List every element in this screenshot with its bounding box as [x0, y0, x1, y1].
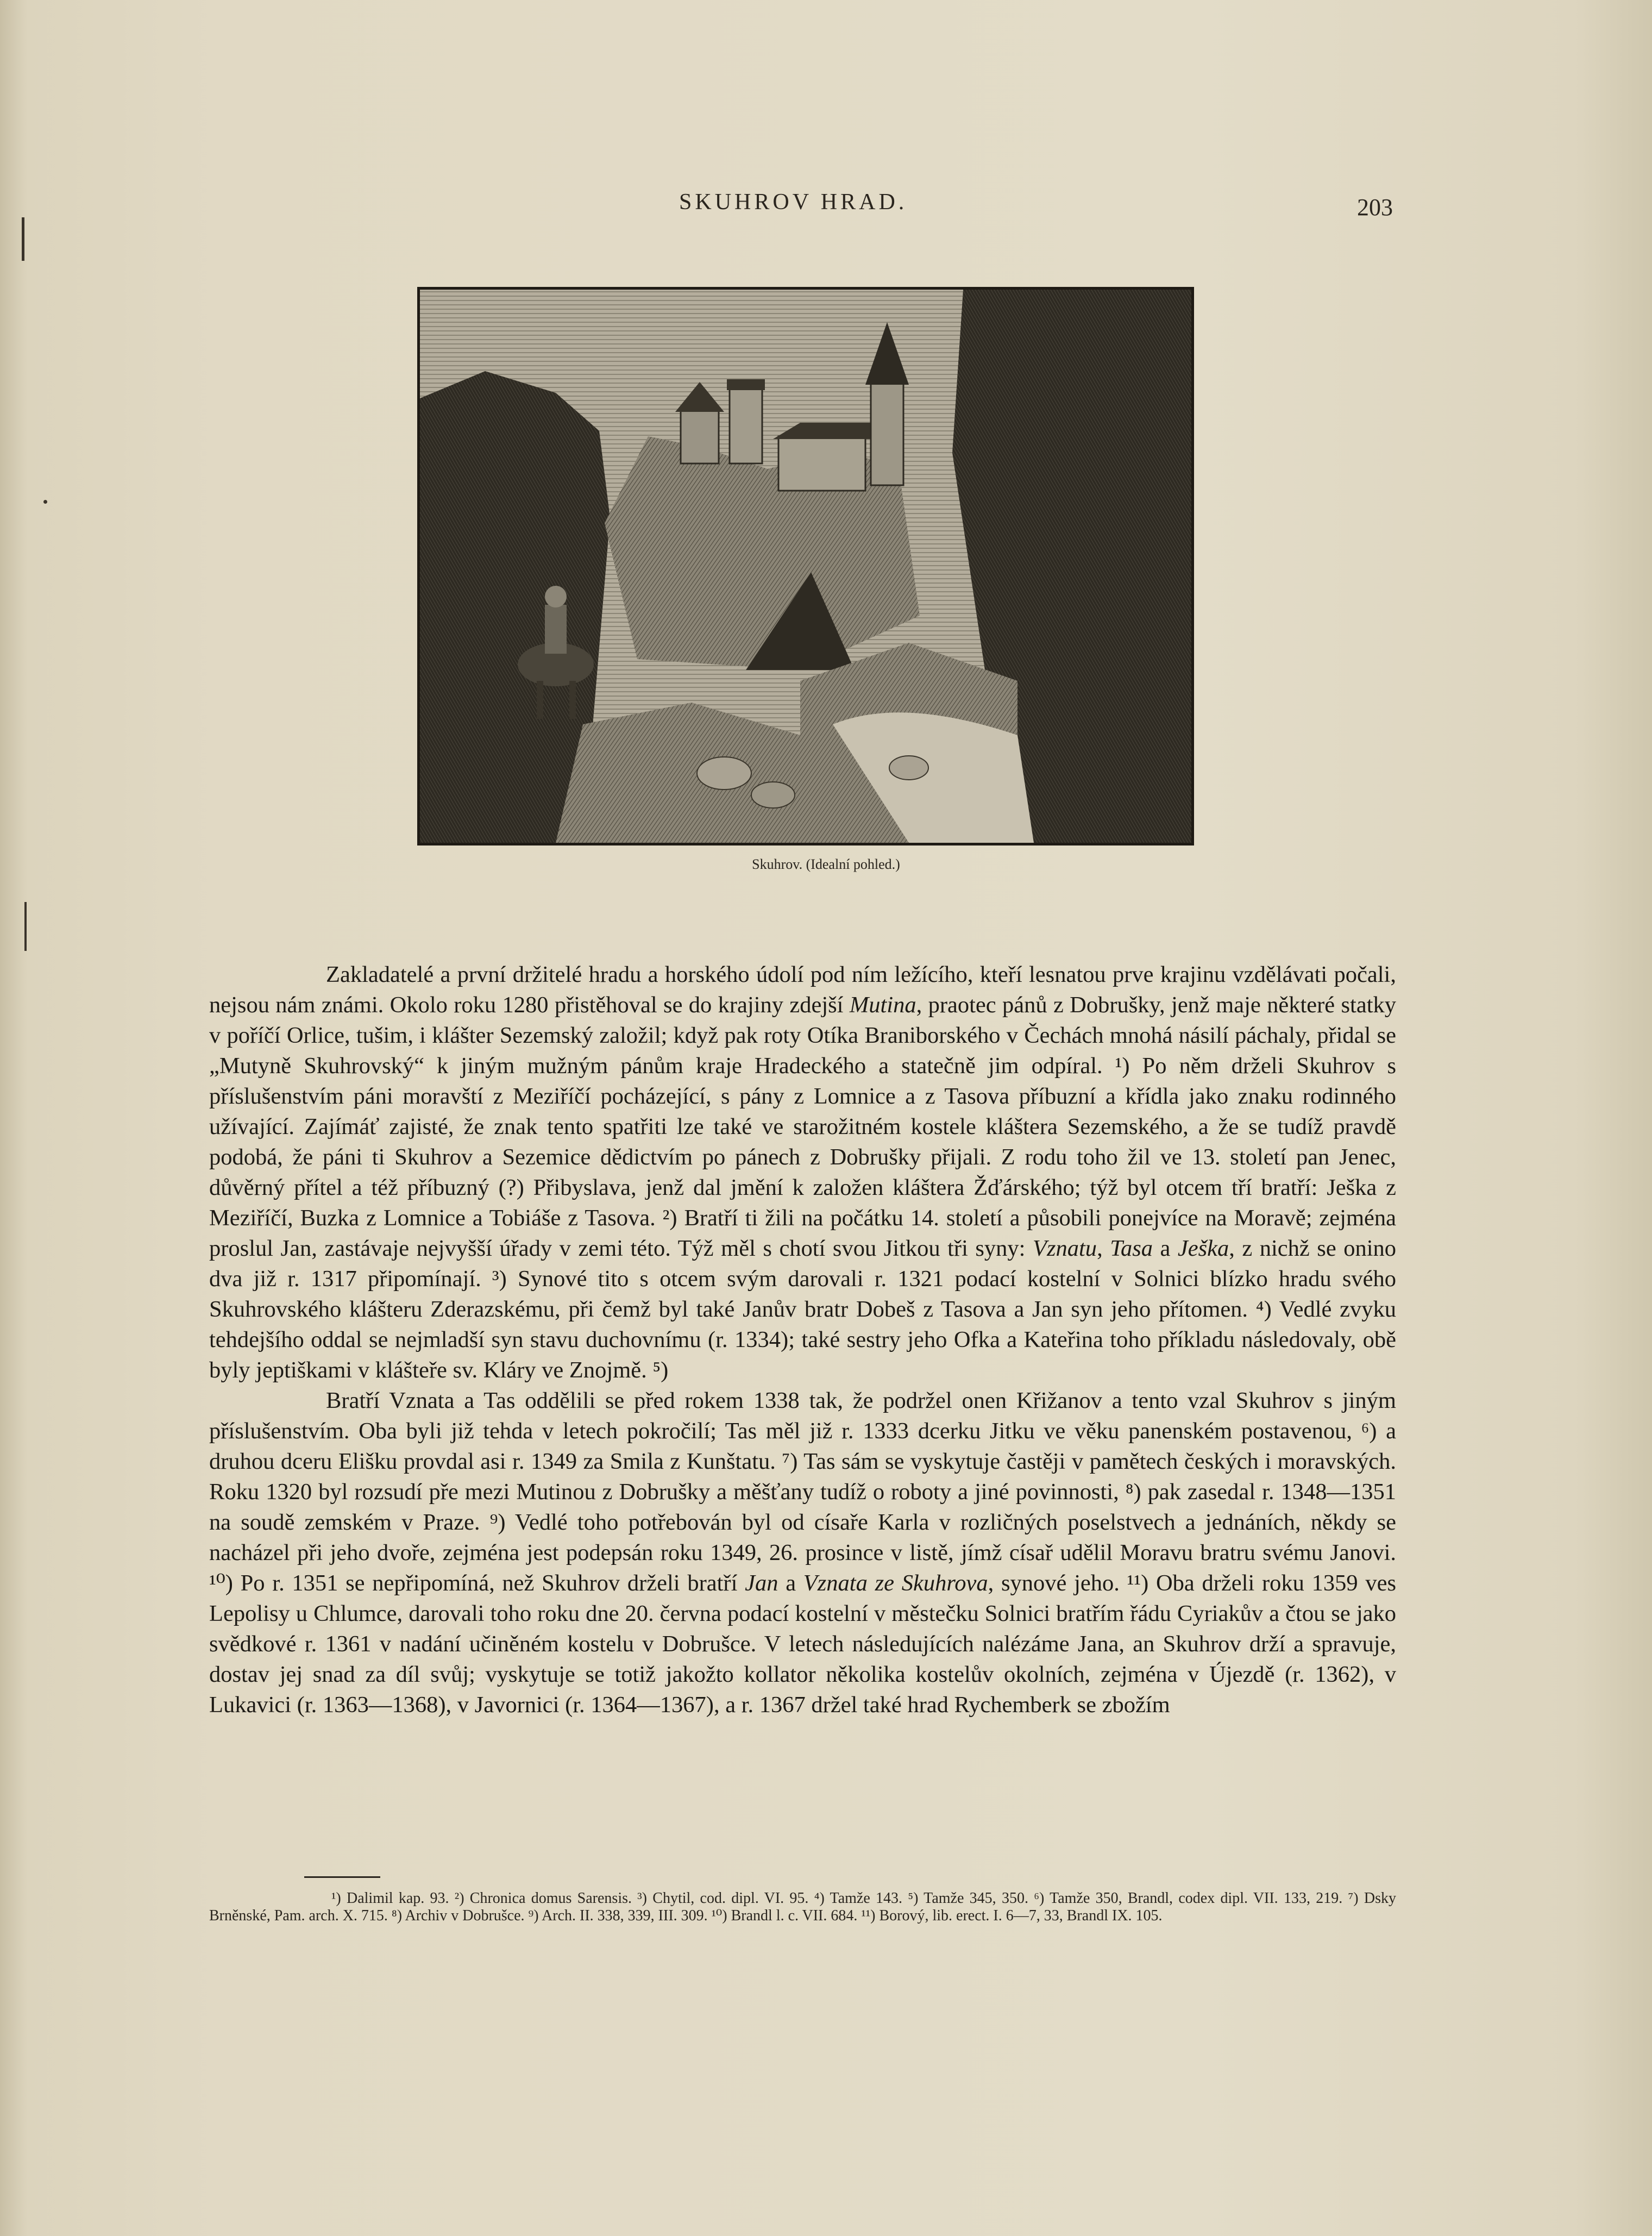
running-title: SKUHROV HRAD.: [679, 190, 908, 215]
text-run: Bratří Vznata a Tas oddělili se před rokem 1338 tak, že podržel onen Křižanov a tento vzal Skuhrov s jiným příslušenstvím. Oba byli již tehda v letech pokročilí; Tas měl již r. 1333 dcerku Jitku ve věku panenském postavenou, ⁶) a druhou dceru Elišku provdal asi r. 1349 za Smila z Kunštatu. ⁷) Tas sám se vyskytuje častěji v pamětech českých i moravských. Roku 1320 byl rozsudí pře mezi Mutinou z Dobrušky a měšťany tudíž o roboty a jiné povinnosti, ⁸) pak zasedal r. 1348—1351 na soudě zemském v Praze. ⁹) Vedlé toho potřebován byl od císaře Karla v rozličných poselstvech a jednáních, někdy se nacházel při jeho dvoře, zejména jest podepsán roku 1349, 26. prosince v listě, jímž císař udělil Moravu bratru svému Janovi. ¹⁰) Po r. 1351 se nepřipomíná, než Skuhrov drželi bratří: [209, 1388, 1396, 1596]
italic-name: Vznatu: [1033, 1236, 1097, 1261]
margin-mark: [22, 217, 24, 261]
text-run: Zakladatelé a první držitelé hradu a horského údolí pod ním ležícího, kteří lesnatou prve krajinu vzdělávati počali, nejsou nám známi. Okolo roku 1280 přistěhoval se do krajiny zdejší: [209, 962, 1396, 1018]
body-text: [209, 960, 1396, 1720]
margin-mark: [24, 902, 27, 951]
text-run: , praotec pánů z Dobrušky, jenž maje některé statky v poříčí Orlice, tušim, i klášter Sezemský založil; když pak roty Otíka Braniborského v Čechách mnohá násilí páchaly, přidal se „Mutyně Skuhrovský“ k jiným mužným pánům kraje Hradeckého a statečně jim odpíral. ¹) Po něm drželi Skuhrov s příslušenstvím páni moravští z Meziříčí pocházející, s pány z Lomnice a z Tasova příbuzní a křídla jako znaku rodinného užívající. Zajímáť zajisté, že znak tento spatřiti lze také ve starožitném kostele kláštera Sezemského, a že se tudíž pravdě podobá, že páni ti Skuhrov a Sezemice dědictvím po pánech z Dobrušky přijali. Z rodu toho žil ve 13. století pan Jenec, důvěrný přítel a též příbuzný (?) Přibyslava, jenž dal jmění k založen kláštera Žďárského; týž byl otcem tří bratří: Ješka z Meziříčí, Buzka z Lomnice a Tobiáše z Tasova. ²) Bratří ti žili na počátku 14. století a působili ponejvíce na Moravě; zejména proslul Jan, zastávaje nejvyšší úřady v zemi této. Týž měl s chotí svou Jitkou tři syny:: [209, 992, 1397, 1261]
margin-mark: [43, 500, 47, 504]
figure-caption: Skuhrov. (Idealní pohled.): [752, 856, 900, 872]
italic-name: Mutina: [849, 992, 916, 1018]
page-number: 203: [1357, 194, 1393, 221]
footnote-text: ¹) Dalimil kap. 93. ²) Chronica domus Sarensis. ³) Chytil, cod. dipl. VI. 95. ⁴) Tamže 143. ⁵) Tamže 345, 350. ⁶) Tamže 350, Brandl, codex dipl. VII. 133, 219. ⁷) Dsky Brněnské, Pam. arch. X. 715. ⁸) Archiv v Dobrušce. ⁹) Arch. II. 338, 339, III. 309. ¹⁰) Brandl l. c. VII. 684. ¹¹) Borový, lib. erect. I. 6—7, 33, Brandl IX. 105.: [209, 1890, 1396, 1924]
text-run: a: [778, 1570, 803, 1596]
italic-name: Tasa: [1110, 1236, 1153, 1261]
italic-name: Ješka: [1177, 1236, 1229, 1261]
text-run: , synové jeho. ¹¹) Oba drželi roku 1359 ves Lepolisy u Chlumce, darovali toho roku dne 20. června podací kostelní v městečku Solnici bratřím řádu Cyriakův a čtou se jako svědkové r. 1361 v nadání učiněném kostelu v Dobrušce. V letech následujících nalézáme Jana, an Skuhrov drží a spravuje, dostav jej snad za díl svůj; vyskytuje se totiž jakožto kollator několika kostelův okolních, zejména v Újezdě (r. 1362), v Lukavici (r. 1363—1368), v Javornici (r. 1364—1367), a r. 1367 držel také hrad Rychemberk se zbožím: [209, 1570, 1396, 1718]
italic-name: Jan: [745, 1570, 778, 1596]
text-run: ,: [1097, 1236, 1110, 1261]
footnote-rule: [304, 1876, 380, 1878]
footnotes: [209, 1890, 1396, 1925]
italic-name: Vznata ze Skuhrova: [803, 1570, 988, 1596]
text-run: a: [1152, 1236, 1178, 1261]
castle-illustration: [417, 287, 1194, 845]
paragraph: [209, 1386, 1396, 1720]
paragraph: [209, 960, 1396, 1386]
text-run: , z nichž se onino dva již r. 1317 připomínají. ³) Synové tito s otcem svým darovali r. 1321 podací kostelní v Solnici blízko hradu svého Skuhrovského klášteru Zderazskému, při čemž byl také Janův bratr Dobeš z Tasova a Jan syn jeho přítomen. ⁴) Vedlé zvyku tehdejšího oddal se nejmladší syn stavu duchovnímu (r. 1334); také sestry jeho Ofka a Kateřina toho příkladu následovaly, obě byly jeptiškami v klášteře sv. Kláry ve Znojmě. ⁵): [209, 1236, 1396, 1383]
